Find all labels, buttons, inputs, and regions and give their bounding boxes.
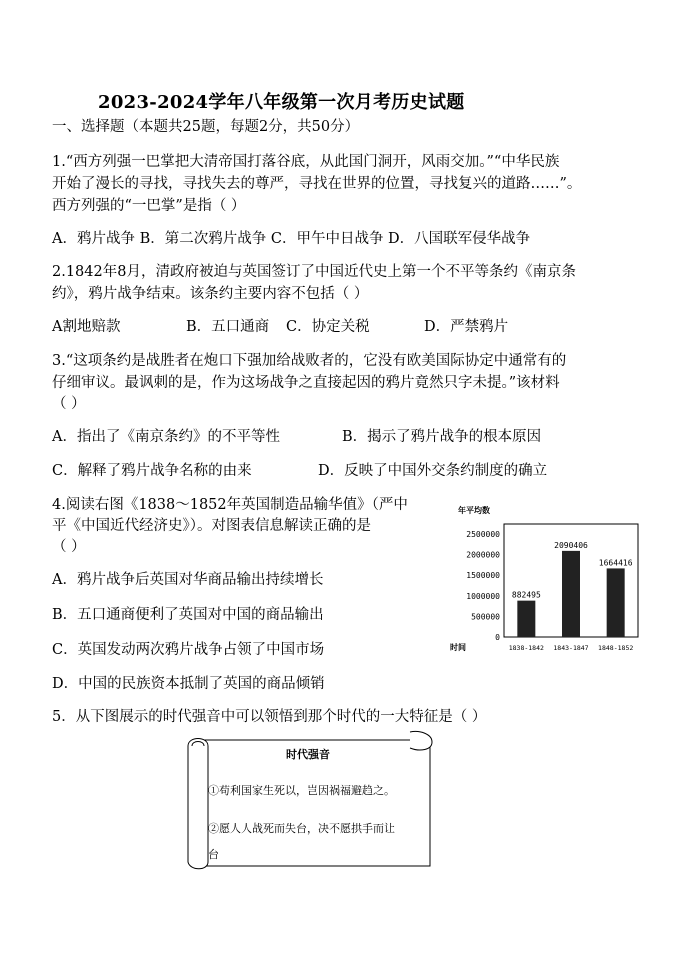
q3-line-2: 仔细审议。最讽刺的是，作为这场战争之直接起因的鸦片竟然只字未提。”该材料 bbox=[52, 375, 560, 391]
chart-x-axis bbox=[509, 644, 634, 652]
chart-data-label: 1664416 bbox=[598, 558, 633, 568]
chart-ytick-label: 1000000 bbox=[466, 591, 500, 601]
chart-ylabel: 年平均数 bbox=[458, 506, 490, 515]
q5-line: 5．从下图展示的时代强音中可以领悟到那个时代的一大特征是（ ） bbox=[52, 709, 487, 725]
q3-line-1: 3.“这项条约是战胜者在炮口下强加给战败者的，它没有欧美国际协定中通常有的 bbox=[52, 353, 567, 369]
q3-line-3: （ ） bbox=[52, 396, 86, 412]
q4-option-a: A．鸦片战争后英国对华商品输出持续增长 bbox=[52, 572, 324, 588]
section-header: 一、选择题（本题共25题，每题2分，共50分） bbox=[52, 119, 360, 135]
chart-xlabel: 时间 bbox=[450, 643, 466, 652]
q3-option-d: D．反映了中国外交条约制度的确立 bbox=[318, 463, 548, 479]
chart-ytick-label: 0 bbox=[495, 633, 500, 642]
scroll-left-roll bbox=[188, 739, 208, 869]
q3-option-b: B．揭示了鸦片战争的根本原因 bbox=[342, 429, 542, 445]
scroll-item-3: 台 bbox=[208, 848, 219, 861]
chart-bars bbox=[512, 541, 633, 637]
scroll-item-1: ①苟利国家生死以，岂因祸福避趋之。 bbox=[208, 784, 395, 797]
scroll-title: 时代强音 bbox=[286, 748, 330, 761]
scroll-right-roll bbox=[410, 731, 432, 750]
q4-line-1: 4.阅读右图《1838～1852年英国制造品输华值》（严中 bbox=[52, 497, 408, 513]
chart-xtick-label: 1838-1842 bbox=[508, 644, 544, 652]
chart-xtick-label: 1848-1852 bbox=[598, 644, 634, 652]
chart-ytick-label: 2000000 bbox=[466, 550, 500, 560]
q4-line-3: （ ） bbox=[52, 539, 86, 555]
chart-data-label: 882495 bbox=[511, 590, 541, 600]
q4-option-c: C．英国发动两次鸦片战争占领了中国市场 bbox=[52, 642, 325, 658]
scroll-item-2: ②愿人人战死而失台，决不愿拱手而让 bbox=[208, 822, 395, 835]
chart-ytick-label: 1500000 bbox=[466, 571, 500, 581]
q3-option-c: C．解释了鸦片战争名称的由来 bbox=[52, 463, 252, 479]
q2-option-a: A割地赔款 bbox=[52, 319, 121, 335]
scroll-figure bbox=[176, 728, 438, 870]
q2-option-c: C．协定关税 bbox=[286, 319, 370, 335]
q4-option-d: D．中国的民族资本抵制了英国的商品倾销 bbox=[52, 676, 325, 692]
q2-line-2: 约》，鸦片战争结束。该条约主要内容不包括（ ） bbox=[52, 286, 369, 302]
q2-option-b: B．五口通商 bbox=[186, 319, 270, 335]
q3-option-a: A．指出了《南京条约》的不平等性 bbox=[52, 429, 280, 445]
chart-xtick-label: 1843-1847 bbox=[553, 644, 589, 652]
q2-line-1: 2.1842年8月，清政府被迫与英国签订了中国近代史上第一个不平等条约《南京条 bbox=[52, 264, 576, 280]
q2-option-d: D．严禁鸦片 bbox=[424, 319, 509, 335]
page-title: 2023-2024学年八年级第一次月考历史试题 bbox=[98, 92, 465, 113]
q4-option-b: B．五口通商便利了英国对中国的商品输出 bbox=[52, 607, 324, 623]
chart-bar bbox=[517, 601, 535, 637]
q1-line-1: 1.“西方列强一巴掌把大清帝国打落谷底，从此国门洞开，风雨交加。”“中华民族 bbox=[52, 154, 560, 170]
chart-data-label: 2090406 bbox=[554, 540, 588, 550]
chart-bar bbox=[562, 551, 580, 637]
q1-line-3: 西方列强的“一巴掌”是指（ ） bbox=[52, 198, 246, 214]
bar-chart bbox=[448, 500, 648, 655]
chart-bar bbox=[607, 568, 625, 637]
chart-ytick-label: 2500000 bbox=[466, 530, 500, 539]
q1-line-2: 开始了漫长的寻找，寻找失去的尊严，寻找在世界的位置，寻找复兴的道路……”。 bbox=[52, 176, 582, 192]
chart-y-axis bbox=[466, 530, 500, 642]
q4-line-2: 平《中国近代经济史》）。对图表信息解读正确的是 bbox=[52, 518, 371, 534]
chart-ytick-label: 500000 bbox=[471, 612, 500, 622]
q1-options: A．鸦片战争 B．第二次鸦片战争 C．甲午中日战争 D．八国联军侵华战争 bbox=[52, 231, 531, 247]
